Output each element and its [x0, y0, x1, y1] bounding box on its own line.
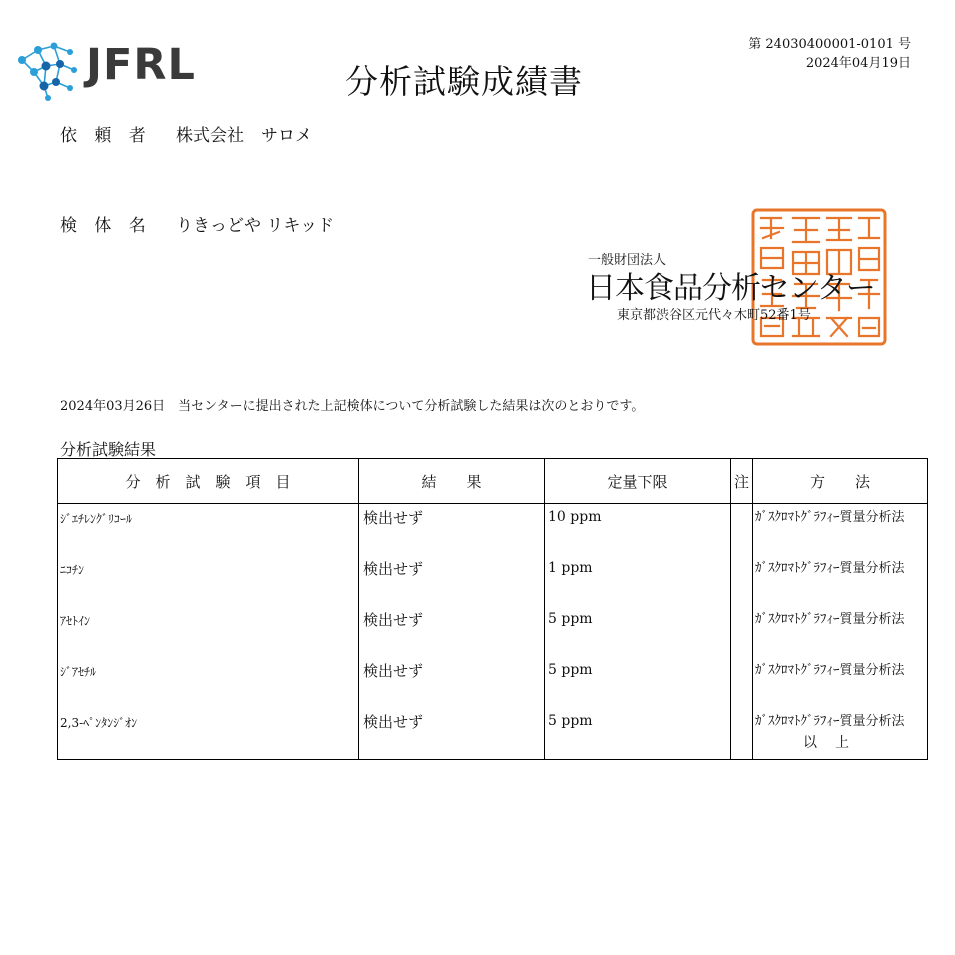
- result-cell: 検出せず: [359, 555, 545, 606]
- issue-date: 2024年04月19日: [805, 56, 911, 71]
- header-method: 方 法: [753, 459, 928, 504]
- client-label: 依 頼 者: [60, 126, 152, 146]
- limit-cell: 10 ppm: [545, 504, 731, 556]
- closing-text: 以上: [803, 735, 867, 751]
- item-cell: ｼﾞｴﾁﾚﾝｸﾞﾘｺｰﾙ: [58, 504, 359, 556]
- table-row: [58, 708, 928, 760]
- organization-prefix: 一般財団法人: [588, 253, 667, 268]
- table-header-row: [58, 459, 928, 504]
- method-cell: ｶﾞｽｸﾛﾏﾄｸﾞﾗﾌｨｰ質量分析法: [753, 657, 928, 708]
- item-cell: ｼﾞｱｾﾁﾙ: [58, 657, 359, 708]
- results-table: [57, 458, 928, 760]
- item-cell: 2,3-ﾍﾟﾝﾀﾝｼﾞｵﾝ: [58, 708, 359, 760]
- organization-name: 日本食品分析センター: [586, 271, 875, 306]
- table-row: [58, 504, 928, 556]
- item-cell: ﾆｺﾁﾝ: [58, 555, 359, 606]
- note-cell: [731, 555, 753, 606]
- header-note: 注: [731, 459, 753, 504]
- limit-cell: 5 ppm: [545, 657, 731, 708]
- limit-cell: 5 ppm: [545, 606, 731, 657]
- note-cell: [731, 708, 753, 760]
- result-cell: 検出せず: [359, 504, 545, 556]
- method-cell: ｶﾞｽｸﾛﾏﾄｸﾞﾗﾌｨｰ質量分析法: [753, 606, 928, 657]
- logo-text: JFRL: [86, 40, 196, 90]
- document-meta: [748, 35, 911, 73]
- header-limit: 定量下限: [545, 459, 731, 504]
- document-number: 第 24030400001-0101 号: [748, 37, 911, 52]
- result-cell: 検出せず: [359, 657, 545, 708]
- method-cell: ｶﾞｽｸﾛﾏﾄｸﾞﾗﾌｨｰ質量分析法: [753, 504, 928, 556]
- item-cell: ｱｾﾄｲﾝ: [58, 606, 359, 657]
- section-title: 分析試験結果: [60, 440, 157, 459]
- note-cell: [731, 657, 753, 708]
- method-cell: ｶﾞｽｸﾛﾏﾄｸﾞﾗﾌｨｰ質量分析法: [753, 555, 928, 606]
- limit-cell: 1 ppm: [545, 555, 731, 606]
- sample-label: 検 体 名: [60, 216, 152, 236]
- table-row: [58, 606, 928, 657]
- organization-address: 東京都渋谷区元代々木町52番1号: [617, 308, 811, 323]
- result-cell: 検出せず: [359, 708, 545, 760]
- note-cell: [731, 504, 753, 556]
- table-row: [58, 555, 928, 606]
- sample-value: りきっどや リキッド: [176, 216, 335, 236]
- network-molecule-icon: [14, 38, 94, 102]
- client-value: 株式会社 サロメ: [176, 126, 312, 146]
- method-cell: ｶﾞｽｸﾛﾏﾄｸﾞﾗﾌｨｰ質量分析法: [753, 708, 928, 760]
- note-cell: [731, 606, 753, 657]
- header-item: 分 析 試 験 項 目: [58, 459, 359, 504]
- header-result: 結 果: [359, 459, 545, 504]
- limit-cell: 5 ppm: [545, 708, 731, 760]
- document-title: 分析試験成績書: [345, 62, 583, 101]
- result-cell: 検出せず: [359, 606, 545, 657]
- statement-text: 2024年03月26日 当センターに提出された上記検体について分析試験した結果は次のとおりです。: [60, 399, 645, 414]
- table-row: [58, 657, 928, 708]
